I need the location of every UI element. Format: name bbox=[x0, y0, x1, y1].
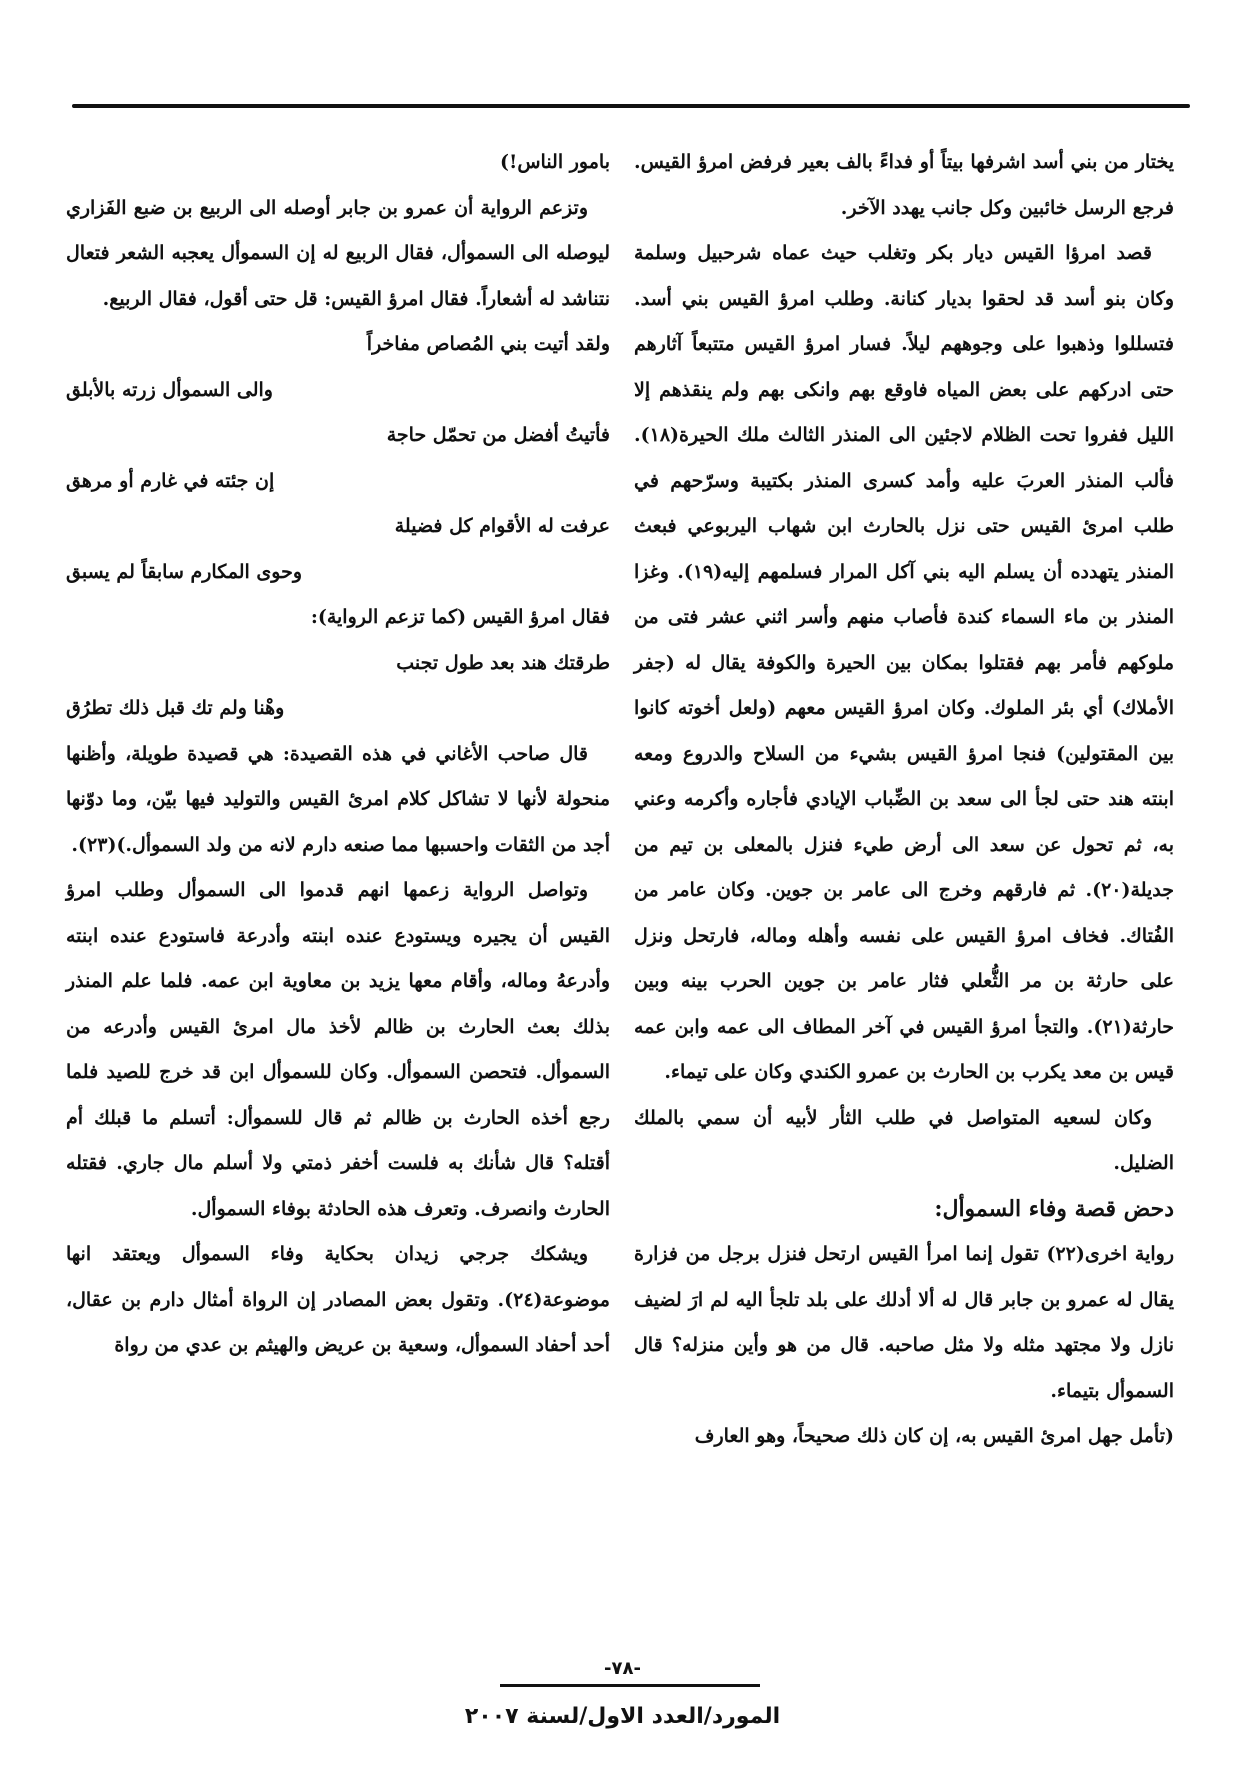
paragraph: (تأمل جهل امرئ القيس به، إن كان ذلك صحيحاً، وهو العارف bbox=[694, 1425, 1174, 1447]
poem-line: طرقتك هند بعد طول تجنب bbox=[396, 651, 610, 674]
footer-rule bbox=[500, 1684, 760, 1687]
paragraph: رواية اخرى(٢٢) تقول إنما امرأ القيس ارتحل فنزل برجل من فزارة يقال له عمرو بن جابر قال له ألا أدلك على بلد تلجأ اليه لم ارَ لضيف نازل ولا مجتهد مثله ولا مثل صاحبه. قال من هو وأين منزله؟ قال السموأل بتيماء. bbox=[634, 1243, 1174, 1402]
journal-footer: المورد/العدد الاول/لسنة ٢٠٠٧ bbox=[464, 1704, 781, 1729]
poem-line: وحوى المكارم سابقاً لم يسبق bbox=[66, 560, 302, 583]
poem-line: والى السموأل زرته بالأبلق bbox=[66, 378, 273, 401]
paragraph: قال صاحب الأغاني في هذه القصيدة: هي قصيدة طويلة، وأظنها منحولة لأنها لا تشاكل كلام امرئ القيس والتوليد فيها بيّن، وما دوّنها أجد من الثقات واحسبها مما صنعه دارم لانه من ولد السموأل.)(٢٣). bbox=[66, 742, 610, 856]
paragraph: وكان لسعيه المتواصل في طلب الثأر لأبيه أن سمي بالملك الضليل. bbox=[634, 1106, 1174, 1174]
paragraph: ويشكك جرجي زيدان بحكاية وفاء السموأل ويعتقد انها موضوعة(٢٤). وتقول بعض المصادر إن الرواة أمثال دارم بن عقال، أحد أحفاد السموأل، وسعية بن عريض والهيثم بن عدي من رواة bbox=[66, 1243, 610, 1356]
top-rule bbox=[72, 104, 1190, 108]
poem-line: فأتيتُ أفضل من تحمّل حاجة bbox=[386, 424, 610, 446]
poem-line: إن جئته في غارم أو مرهق bbox=[66, 469, 275, 492]
paragraph: وتزعم الرواية أن عمرو بن جابر أوصله الى الربيع بن ضبع الفَزاري ليوصله الى السموأل، فقال الربيع له إن السموأل يعجبه الشعر فتعال نتناشد له أشعاراً. فقال امرؤ القيس: قل حتى أقول، فقال الربيع. bbox=[66, 196, 610, 310]
paragraph: قصد امرؤا القيس ديار بكر وتغلب حيث عماه شرحبيل وسلمة وكان بنو أسد قد لحقوا بديار كنانة. وطلب امرؤ القيس بني أسد. فتسللوا وذهبوا على وجوههم ليلاً. فسار امرؤ القيس متتبعاً آثارهم حتى ادركهم على بعض المياه فاوقع بهم وانكى بهم ولم ينقذهم إلا الليل ففروا تحت الظلام لاجئين الى المنذر الثالث ملك الحيرة(١٨). فألب المنذر العربَ عليه وأمد كسرى المنذر بكتيبة وسرّحهم في طلب امرئ القيس حتى نزل بالحارث ابن شهاب اليربوعي فبعث المنذر يتهدده أن يسلم اليه بني آكل المرار فسلمهم إليه(١٩). وغزا المنذر بن ماء السماء كندة فأصاب منهم وأسر اثني عشر فتى من ملوكهم فأمر بهم فقتلوا بمكان بين الحيرة والكوفة يقال له (جفر الأملاك) أي بئر الملوك. وكان امرؤ القيس معهم (ولعل أخوته كانوا بين المقتولين) فنجا امرؤ القيس بشيء من السلاح والدروع ومعه ابنته هند حتى لجأ الى سعد بن الضِّباب الإيادي فأجاره وأكرمه وعني به، ثم تحول عن سعد الى أرض طيء فنزل بالمعلى بن تيم من جديلة(٢٠). ثم فارقهم وخرج الى عامر بن جوين. وكان عامر من الفُتاك. فخاف امرؤ القيس على نفسه وأهله وماله، فارتحل ونزل على حارثة بن مر الثُّعلي فثار عامر بن جوين الحرب بينه وبين حارثة(٢١). والتجأ امرؤ القيس في آخر المطاف الى عمه وابن عمه قيس بن معد يكرب بن الحارث بن عمرو الكندي وكان على تيماء. bbox=[634, 242, 1175, 1083]
poem-line: عرفت له الأقوام كل فضيلة bbox=[394, 515, 610, 537]
poem-line: ولقد أتيت بني المُصاص مفاخراً bbox=[366, 333, 610, 355]
paragraph: بامور الناس!) bbox=[500, 151, 610, 173]
paragraph: يختار من بني أسد اشرفها بيتاً أو فداءً بالف بعير فرفض امرؤ القيس. فرجع الرسل خائبين وكل جانب يهدد الآخر. bbox=[634, 151, 1174, 219]
section-heading: دحض قصة وفاء السموأل: bbox=[934, 1195, 1174, 1222]
poem-line: وهْنا ولم تك قبل ذلك تطرُق bbox=[66, 697, 285, 719]
right-column bbox=[634, 140, 1174, 1460]
paragraph: وتواصل الرواية زعمها انهم قدموا الى السموأل وطلب امرؤ القيس أن يجيره ويستودع عنده ابنته وأدرعة فاستودع عنده ابنته وأدرعهُ وماله، وأقام معها يزيد بن معاوية ابن عمه. فلما علم المنذر بذلك بعث الحارث بن ظالم لأخذ مال امرئ القيس وأدرعه من السموأل. فتحصن السموأل. وكان للسموأل ابن قد خرج للصيد فلما رجع أخذه الحارث بن ظالم ثم قال للسموأل: أتسلم ما قبلك أم أقتله؟ قال شأنك به فلست أخفر ذمتي ولا أسلم مال جاري. فقتله الحارث وانصرف. وتعرف هذه الحادثة بوفاء السموأل. bbox=[66, 879, 610, 1220]
left-column bbox=[66, 140, 610, 1369]
paragraph: فقال امرؤ القيس (كما تزعم الرواية): bbox=[310, 606, 610, 628]
page-number: -٧٨- bbox=[604, 1658, 641, 1679]
